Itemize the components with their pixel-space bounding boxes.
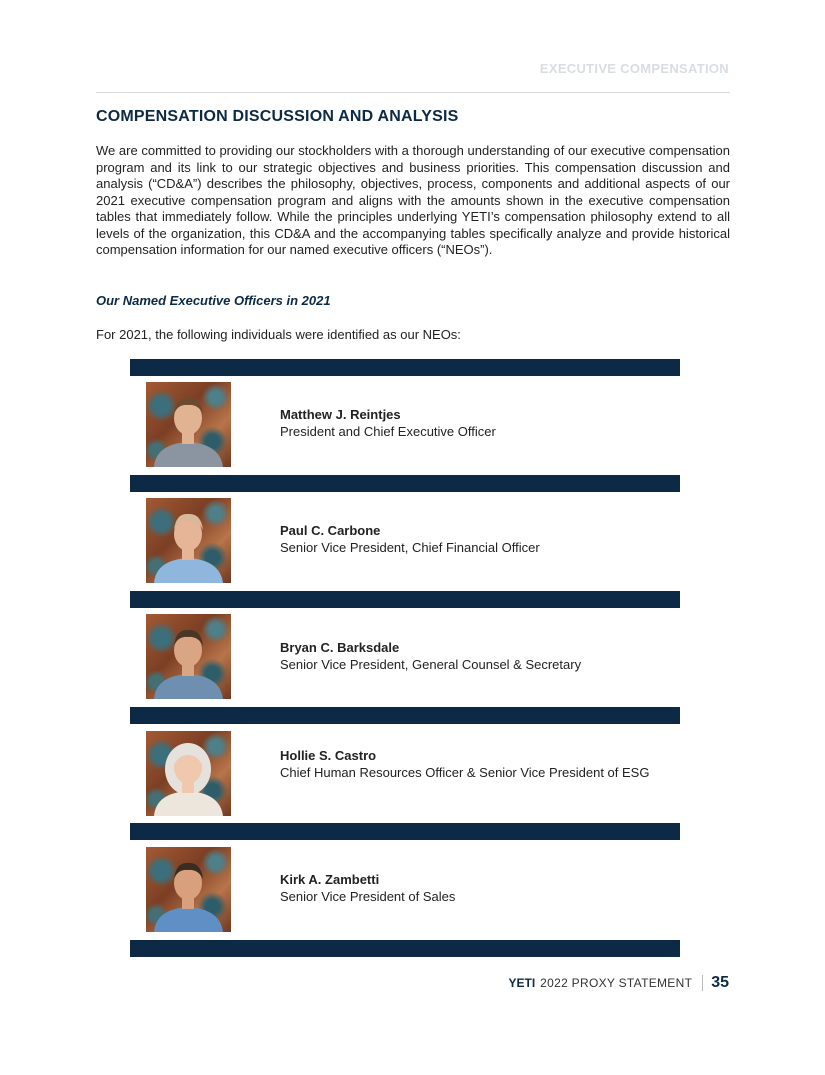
neo-title: Senior Vice President of Sales [280, 889, 456, 904]
portrait-figure [146, 614, 231, 699]
footer-separator [702, 975, 703, 991]
shoulders [154, 442, 223, 467]
shoulders [154, 558, 223, 583]
divider-bar [130, 359, 680, 376]
neo-title: President and Chief Executive Officer [280, 424, 496, 439]
shoulders [154, 791, 223, 816]
neo-name: Bryan C. Barksdale [280, 640, 400, 655]
headshot-photo [146, 382, 231, 467]
portrait-figure [146, 731, 231, 816]
headshot-photo [146, 731, 231, 816]
headshot-photo [146, 614, 231, 699]
divider-bar [130, 591, 680, 608]
neo-name: Kirk A. Zambetti [280, 872, 380, 887]
intro-paragraph: We are committed to providing our stockholders with a thorough understanding of our executive compensation program and its link to our strategic objectives and business priorities. This compensation discussion and analysis (“CD&A”) describes the philosophy, objectives, process, components and additional aspects of our 2021 executive compensation program and aligns with the amounts shown in the executive compensation tables that immediately follow. While the principles underlying YETI’s compensation philosophy extend to all levels of the organization, this CD&A and the accompanying tables specifically analyze and provide historical compensation information for our named executive officers (“NEOs”). [96, 143, 730, 257]
divider-bar [130, 707, 680, 724]
page-number: 35 [711, 974, 729, 991]
headshot-photo [146, 847, 231, 932]
neo-subheading: Our Named Executive Officers in 2021 [96, 293, 331, 308]
header-divider [96, 92, 730, 93]
section-header: EXECUTIVE COMPENSATION [539, 61, 729, 76]
neo-name: Hollie S. Castro [280, 748, 377, 763]
neo-title: Chief Human Resources Officer & Senior Vice President of ESG [280, 765, 650, 780]
footer-brand: YETI [508, 976, 536, 990]
neo-name: Paul C. Carbone [280, 523, 381, 538]
divider-bar [130, 940, 680, 957]
neo-title: Senior Vice President, Chief Financial Officer [280, 540, 540, 555]
divider-bar [130, 475, 680, 492]
portrait-figure [146, 382, 231, 467]
neo-title: Senior Vice President, General Counsel & Secretary [280, 657, 582, 672]
page-footer [508, 974, 729, 992]
portrait-figure [146, 847, 231, 932]
divider-bar [130, 823, 680, 840]
neo-name: Matthew J. Reintjes [280, 407, 401, 422]
headshot-photo [146, 498, 231, 583]
portrait-figure [146, 498, 231, 583]
footer-publication: 2022 PROXY STATEMENT [540, 976, 693, 990]
shoulders [154, 674, 223, 699]
shoulders [154, 907, 223, 932]
page-title: COMPENSATION DISCUSSION AND ANALYSIS [96, 108, 459, 125]
neo-lead-text: For 2021, the following individuals were identified as our NEOs: [96, 327, 461, 342]
